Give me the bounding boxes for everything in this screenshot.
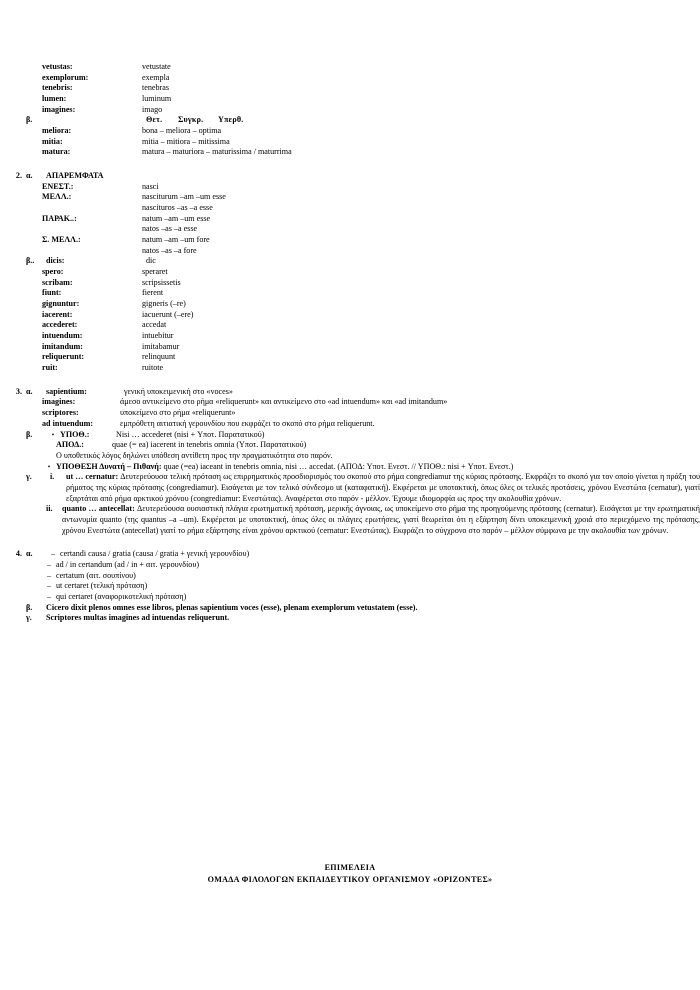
section-number-2: 2. xyxy=(15,171,22,181)
verb-term: iacerent: xyxy=(42,309,73,319)
subsection-marker-beta: β.. xyxy=(26,256,35,266)
hypothetical-possible-content xyxy=(56,462,700,473)
syntax-term: imagines: xyxy=(42,397,76,407)
verb-row xyxy=(0,256,700,267)
vocab-answer: luminum xyxy=(142,94,172,104)
purpose-row xyxy=(0,571,700,582)
vocab-row xyxy=(0,105,700,116)
document-body xyxy=(0,62,700,624)
clause-body-ii: Δευτερεύουσα ουσιαστική πλάγια ερωτηματική πρόταση, μερικής άγνοιας, ως υποκείμενο στο ρήμα της προηγούμενης πρότασης (cernatur). Εισάγεται με την ερωτηματική αντωνυμία quanto (της quantus –a –um). Εκφέρεται με υποτακτική, όπως όλες οι πλάγιες ερωτήσεις, γιατί θεωρείται ότι η εξάρτηση δίνει υποκειμενική χροιά στο περιεχόμενο της πρότασης, χρόνου Ενεστώτα (antecellat) γιατί το ρήμα εξάρτησης είναι χρόνου αρκτικού (cernatur: Ενεστώτας). Εκφράζει το σύγχρονο στο παρόν – μέλλον σύμφωνα με την ακολουθία των χρόνων. xyxy=(62,504,700,535)
subsection-marker-gamma: γ. xyxy=(26,613,32,623)
verb-term: reliquerunt: xyxy=(42,352,85,362)
degree-row xyxy=(0,147,700,158)
bullet-icon xyxy=(42,462,56,473)
syntax-row xyxy=(0,397,700,408)
verb-row xyxy=(0,288,700,299)
vocab-term: imagines: xyxy=(42,104,76,114)
dash-marker: – xyxy=(46,570,52,580)
purpose-item: ad / in certandum (ad / in + αιτ. γερουνδίου) xyxy=(56,559,200,569)
purpose-row xyxy=(0,592,700,603)
section-2-heading: ΑΠΑΡΕΜΦΑΤΑ xyxy=(46,171,104,181)
infinitive-row xyxy=(0,192,700,203)
protasis-text: Nisi … accederet (nisi + Υποτ. Παρατατικού) xyxy=(116,429,265,439)
degree-row xyxy=(0,126,700,137)
tense-label: ΕΝΕΣΤ.: xyxy=(42,181,74,191)
roman-marker-i: i. xyxy=(50,472,55,482)
verb-term: ruit: xyxy=(42,363,58,373)
verb-term: spero: xyxy=(42,267,64,277)
verb-term: intuendum: xyxy=(42,331,83,341)
clause-lemma-ii: quanto … antecellat: xyxy=(62,504,135,514)
degree-superlative: Υπερθ. xyxy=(218,115,244,125)
footer-line-2: ΟΜΑΔΑ ΦΙΛΟΛΟΓΩΝ ΕΚΠΑΙΔΕΥΤΙΚΟΥ ΟΡΓΑΝΙΣΜΟΥ «ΟΡΙΖΟΝΤΕΣ» xyxy=(207,874,493,884)
tense-form: natos –as –a fore xyxy=(142,245,197,255)
section-number-4: 4. xyxy=(15,549,22,559)
verb-term: accederet: xyxy=(42,320,78,330)
verb-answer: iacuerunt (–ere) xyxy=(142,309,194,319)
verb-answer: intuebitur xyxy=(142,331,174,341)
dash-marker: – xyxy=(50,549,56,559)
clause-analysis-text-ii xyxy=(62,504,700,536)
hypothetical-row xyxy=(0,440,700,451)
infinitive-row-cont xyxy=(0,203,700,214)
degree-positive: Θετ. xyxy=(146,115,163,125)
tense-label: ΠΑΡΑΚ..: xyxy=(42,213,77,223)
verb-answer: scripsissetis xyxy=(142,277,181,287)
syntax-answer: γενική υποκειμενική στο «voces» xyxy=(124,386,233,396)
syntax-row xyxy=(0,387,700,398)
tense-form: natum –am –um fore xyxy=(142,235,210,245)
syntax-row xyxy=(0,419,700,430)
degree-term: matura: xyxy=(42,147,71,157)
verb-row xyxy=(0,342,700,353)
hypothetical-possible-title: ΥΠΟΘΕΣΗ Δυνατή – Πιθανή: xyxy=(56,461,162,471)
verb-term: gignuntur: xyxy=(42,299,80,309)
verb-row xyxy=(0,331,700,342)
purpose-row xyxy=(0,560,700,571)
syntax-term: ad intuendum: xyxy=(42,418,94,428)
transform-text-beta: Cicero dixit plenos omnes esse libros, plenas sapientium voces (esse), plenam exemplorum vetustatem (esse). xyxy=(46,602,418,612)
vocab-term: lumen: xyxy=(42,94,67,104)
vocab-row xyxy=(0,73,700,84)
clause-analysis-row xyxy=(0,504,700,536)
tense-form: natos –as –a esse xyxy=(142,224,198,234)
purpose-item: ut certaret (τελική πρόταση) xyxy=(56,581,148,591)
subsection-marker-beta: β. xyxy=(26,115,33,125)
purpose-item: certandi causa / gratia (causa / gratia + γενική γερουνδίου) xyxy=(60,549,250,559)
verb-answer: gigneris (–re) xyxy=(142,299,186,309)
tense-form: natum –am –um esse xyxy=(142,213,211,223)
purpose-item: certatum (αιτ. σουπίνου) xyxy=(56,570,136,580)
apodosis-text: quae (= ea) iacerent in tenebris omnia (Υποτ. Παρατατικού) xyxy=(112,440,307,450)
vocab-answer: exempla xyxy=(142,72,170,82)
infinitive-row xyxy=(0,214,700,225)
verb-term: imitandum: xyxy=(42,341,83,351)
verb-term: scribam: xyxy=(42,277,73,287)
clause-analysis-text-i xyxy=(66,472,700,504)
section-2-heading-row xyxy=(0,171,700,182)
verb-row xyxy=(0,278,700,289)
spacer xyxy=(0,158,700,171)
verb-row xyxy=(0,299,700,310)
spacer xyxy=(0,536,700,549)
degree-header-row xyxy=(0,115,700,126)
tense-form: nasci xyxy=(142,181,159,191)
tense-label: Σ. ΜΕΛΛ.: xyxy=(42,235,81,245)
degree-row xyxy=(0,137,700,148)
hypothetical-note-row xyxy=(0,451,700,462)
hypothetical-row xyxy=(0,430,700,441)
infinitive-row-cont xyxy=(0,246,700,257)
syntax-row xyxy=(0,408,700,419)
verb-row xyxy=(0,320,700,331)
bullet-icon xyxy=(46,430,60,441)
infinitive-row xyxy=(0,235,700,246)
degree-answer: bona – meliora – optima xyxy=(142,126,222,136)
transform-text-gamma: Scriptores multas imagines ad intuendas reliquerunt. xyxy=(46,613,230,623)
hypothetical-possible-row xyxy=(0,462,700,473)
verb-row xyxy=(0,267,700,278)
apodosis-label: ΑΠΟΔ.: xyxy=(56,440,84,450)
syntax-answer: εμπρόθετη αιτιατική γερουνδίου που εκφράζει το σκοπό στο ρήμα reliquerunt. xyxy=(120,418,375,428)
verb-answer: accedat xyxy=(142,320,167,330)
verb-term: fiunt: xyxy=(42,288,62,298)
verb-answer: imitabamur xyxy=(142,341,180,351)
verb-answer: ruitote xyxy=(142,363,164,373)
footer-line-1: ΕΠΙΜΕΛΕΙΑ xyxy=(324,863,376,872)
tense-label: ΜΕΛΛ.: xyxy=(42,192,72,202)
tense-form: nascituros –as –a esse xyxy=(142,203,213,213)
subsection-marker-gamma: γ. xyxy=(26,472,32,482)
dash-marker: – xyxy=(46,581,52,591)
infinitive-row xyxy=(0,182,700,193)
hypothetical-possible-text: quae (=ea) iaceant in tenebris omnia, nisi … accedat. (ΑΠΟΔ: Υποτ. Ενεστ. // ΥΠΟΘ.: nisi + Υποτ. Ενεστ.) xyxy=(163,461,514,471)
infinitive-row-cont xyxy=(0,224,700,235)
verb-answer: relinquunt xyxy=(142,352,176,362)
syntax-term: sapientium: xyxy=(46,386,87,396)
degree-comparative: Συγκρ. xyxy=(178,115,204,125)
clause-analysis-row xyxy=(0,472,700,504)
purpose-row xyxy=(0,549,700,560)
vocab-row xyxy=(0,62,700,73)
vocab-term: tenebris: xyxy=(42,83,73,93)
dash-marker: – xyxy=(46,591,52,601)
transform-row-beta xyxy=(0,603,700,614)
verb-answer: fierent xyxy=(142,288,164,298)
verb-row xyxy=(0,363,700,374)
verb-row xyxy=(0,310,700,321)
vocab-term: vetustas: xyxy=(42,62,73,71)
vocab-answer: vetustate xyxy=(142,62,171,71)
vocab-pair-list xyxy=(0,62,700,115)
syntax-answer: υποκείμενο στο ρήμα «reliquerunt» xyxy=(120,408,236,418)
vocab-term: exemplorum: xyxy=(42,72,89,82)
protasis-label: ΥΠΟΘ.: xyxy=(60,429,90,439)
roman-marker-ii: ii. xyxy=(46,504,53,514)
vocab-row xyxy=(0,94,700,105)
verb-answer: dic xyxy=(146,256,156,266)
degree-term: mitia: xyxy=(42,136,63,146)
footer xyxy=(0,862,700,885)
vocab-answer: tenebras xyxy=(142,83,169,93)
degree-answer: mitia – mitiora – mitissima xyxy=(142,136,230,146)
subsection-marker-beta: β. xyxy=(26,602,33,612)
subsection-marker-alpha: α. xyxy=(26,171,33,181)
degree-term: meliora: xyxy=(42,126,72,136)
syntax-term: scriptores: xyxy=(42,408,79,418)
vocab-answer: imago xyxy=(142,104,163,114)
spacer xyxy=(0,374,700,387)
verb-row xyxy=(0,352,700,363)
clause-lemma-i: ut … cernatur: xyxy=(66,472,119,482)
transform-row-gamma xyxy=(0,613,700,624)
hypothetical-note: Ο υποθετικός λόγος δηλώνει υπόθεση αντίθετη προς την πραγματικότητα στο παρόν. xyxy=(56,450,333,460)
subsection-marker-alpha: α. xyxy=(26,386,33,396)
clause-body-i: Δευτερεύουσα τελική πρόταση ως επιρρηματικός προσδιορισμός του σκοπού στο ρήμα congrediamur της κύριας πρότασης. Εκφράζει το σκοπό για τον οποίο γίνεται η πράξη του ρήματος της κύριας πρότασης (congrediamur). Εισάγεται με τον τελικό σύνδεσμο ut (καταφατική). Εκφέρεται με υποτακτική, όπως όλες οι τελικές προτάσεις, χρόνου Ενεστώτα (cernatur), γιατί εξαρτάται από ρήμα αρκτικού χρόνου (congrediamur: Ενεστώτας). Αναφέρεται στο παρόν - μέλλον. Έχουμε ιδιομορφία ως προς την ακολουθία χρόνων. xyxy=(66,472,700,503)
tense-form: nasciturum –am –um esse xyxy=(142,192,226,202)
purpose-row xyxy=(0,581,700,592)
subsection-marker-alpha: α. xyxy=(26,549,33,559)
verb-answer: speraret xyxy=(142,267,168,277)
purpose-item: qui certaret (αναφορικοτελική πρόταση) xyxy=(56,591,187,601)
degree-header xyxy=(146,115,700,126)
degree-answer: matura – maturiora – maturissima / maturrima xyxy=(142,147,292,157)
syntax-answer: άμεσο αντικείμενο στο ρήμα «reliquerunt» και αντικείμενο στο «ad intuendum» και «ad imitandum» xyxy=(120,397,448,407)
dash-marker: – xyxy=(46,559,52,569)
vocab-row xyxy=(0,83,700,94)
subsection-marker-beta: β. xyxy=(26,429,33,439)
section-number-3: 3. xyxy=(15,386,22,396)
verb-term: dicis: xyxy=(46,256,65,266)
